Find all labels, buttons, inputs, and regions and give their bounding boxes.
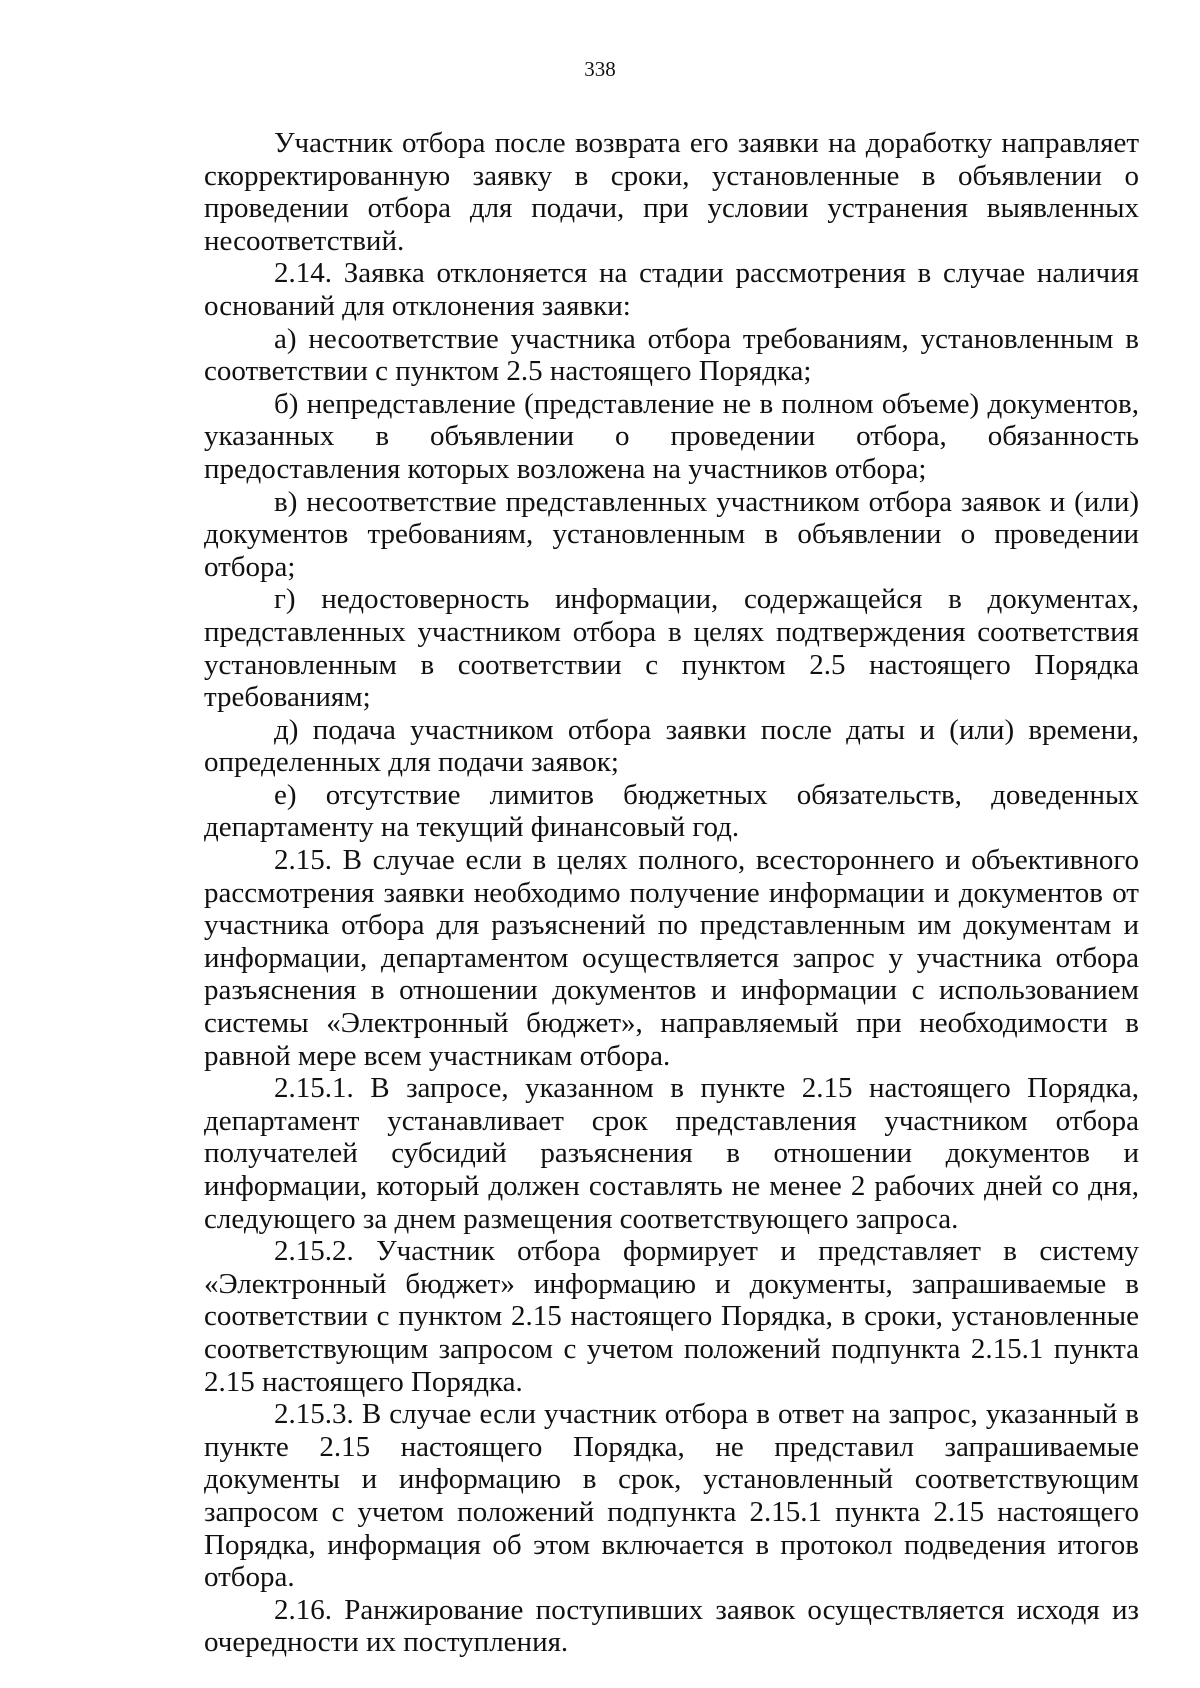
paragraph-2-16: 2.16. Ранжирование поступивших заявок осуществляется исходя из очередности их поступления.	[204, 1593, 1139, 1659]
paragraph-2-14: 2.14. Заявка отклоняется на стадии рассмотрения в случае наличия оснований для отклонения заявки:	[204, 257, 1139, 322]
paragraph-2-14-d: д) подача участником отбора заявки после даты и (или) времени, определенных для подачи заявок;	[204, 713, 1139, 779]
paragraph-2-14-g: г) недостоверность информации, содержащейся в документах, представленных участником отбора в целях подтверждения соответствия установленным в соответствии с пунктом 2.5 настоящего Порядка требованиям;	[204, 583, 1139, 714]
paragraph-2-15: 2.15. В случае если в целях полного, всестороннего и объективного рассмотрения заявки необходимо получение информации и документов от участника отбора для разъяснений по представленным им документам и информации, департаментом осуществляется запрос у участника отбора разъяснения в отношении документов и информации с использованием системы «Электронный бюджет», направляемый при необходимости в равной мере всем участникам отбора.	[204, 844, 1139, 1072]
paragraph-2-14-b: б) непредставление (представление не в полном объеме) документов, указанных в объявлении о проведении отбора, обязанность предоставления которых возложена на участников отбора;	[204, 387, 1139, 485]
paragraph-return-correction: Участник отбора после возврата его заявки на доработку направляет скорректированную заявку в сроки, установленные в объявлении о проведении отбора для подачи, при условии устранения выявленных несоответствий.	[204, 127, 1139, 257]
paragraph-2-15-2: 2.15.2. Участник отбора формирует и представляет в систему «Электронный бюджет» информацию и документы, запрашиваемые в соответствии с пунктом 2.15 настоящего Порядка, в сроки, установленные соответствующим запросом с учетом положений подпункта 2.15.1 пункта 2.15 настоящего Порядка.	[204, 1235, 1139, 1398]
paragraph-2-14-e: е) отсутствие лимитов бюджетных обязательств, доведенных департаменту на текущий финансовый год.	[204, 778, 1139, 844]
paragraph-2-15-1: 2.15.1. В запросе, указанном в пункте 2.15 настоящего Порядка, департамент устанавливает срок представления участником отбора получателей субсидий разъяснения в отношении документов и информации, который должен составлять не менее 2 рабочих дней со дня, следующего за днем размещения соответствующего запроса.	[204, 1072, 1139, 1235]
paragraph-2-14-a: а) несоответствие участника отбора требованиям, установленным в соответствии с пунктом 2.5 настоящего Порядка;	[204, 322, 1139, 388]
document-body	[204, 127, 1139, 1659]
page-number: 338	[584, 57, 616, 81]
paragraph-2-14-v: в) несоответствие представленных участником отбора заявок и (или) документов требованиям, установленным в объявлении о проведении отбора;	[204, 485, 1139, 583]
paragraph-2-15-3: 2.15.3. В случае если участник отбора в ответ на запрос, указанный в пункте 2.15 настоящего Порядка, не представил запрашиваемые документы и информацию в срок, установленный соответствующим запросом с учетом положений подпункта 2.15.1 пункта 2.15 настоящего Порядка, информация об этом включается в протокол подведения итогов отбора.	[204, 1398, 1139, 1594]
